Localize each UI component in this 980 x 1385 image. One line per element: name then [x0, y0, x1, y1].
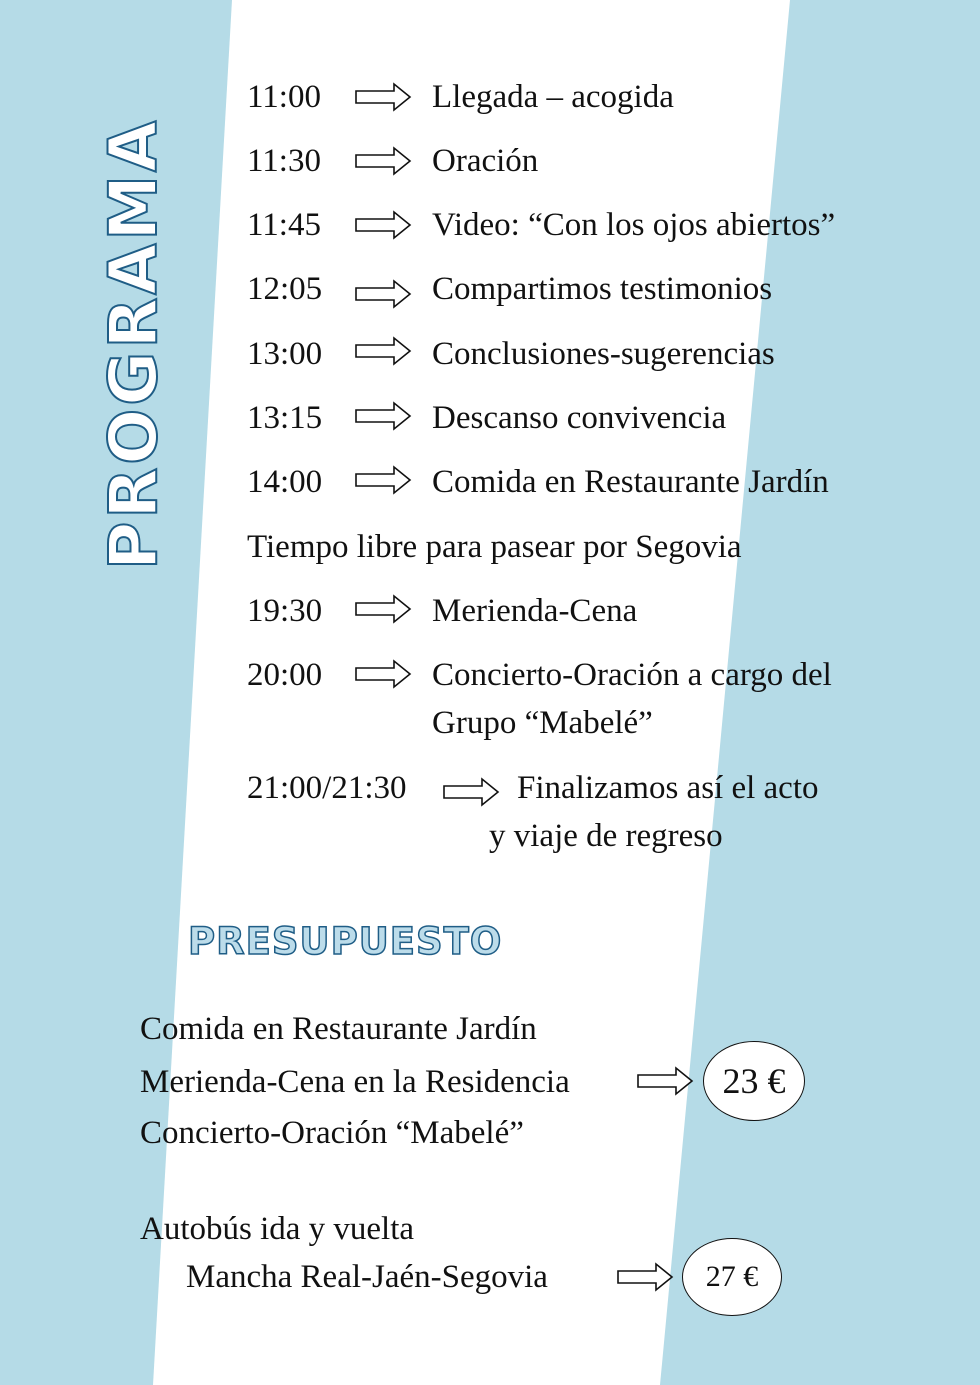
- right-arrow-icon: [354, 279, 412, 309]
- right-arrow-icon: [354, 465, 412, 495]
- program-activity-line2: Grupo “Mabelé”: [432, 705, 653, 741]
- program-activity: Finalizamos así el acto: [517, 770, 819, 806]
- budget-item: Autobús ida y vuelta: [140, 1211, 415, 1247]
- program-activity: Concierto-Oración a cargo del: [432, 657, 832, 693]
- right-arrow-icon: [354, 659, 412, 689]
- program-title: PROGRAMA: [95, 117, 172, 570]
- right-arrow-icon: [354, 336, 412, 366]
- program-activity: Video: “Con los ojos abiertos”: [432, 207, 836, 243]
- budget-title: PRESUPUESTO: [188, 920, 503, 963]
- right-arrow-icon: [354, 594, 412, 624]
- right-arrow-icon: [354, 401, 412, 431]
- program-time: 19:30: [247, 593, 323, 629]
- program-time: 11:45: [247, 207, 321, 243]
- program-activity: Merienda-Cena: [432, 593, 638, 629]
- budget-item: Mancha Real-Jaén-Segovia: [186, 1259, 548, 1295]
- right-arrow-icon: [636, 1066, 694, 1096]
- program-activity: Conclusiones-sugerencias: [432, 336, 775, 372]
- right-arrow-icon: [616, 1262, 674, 1292]
- budget-item: Concierto-Oración “Mabelé”: [140, 1115, 524, 1151]
- program-activity: Compartimos testimonios: [432, 271, 773, 307]
- program-activity-line2: y viaje de regreso: [489, 818, 723, 854]
- program-activity: Llegada – acogida: [432, 79, 674, 115]
- program-activity: Descanso convivencia: [432, 400, 727, 436]
- budget-item: Merienda-Cena en la Residencia: [140, 1064, 570, 1100]
- program-time: 14:00: [247, 464, 323, 500]
- right-arrow-icon: [354, 210, 412, 240]
- program-activity: Oración: [432, 143, 539, 179]
- program-time: 13:15: [247, 400, 323, 436]
- program-activity: Comida en Restaurante Jardín: [432, 464, 829, 500]
- program-time: 20:00: [247, 657, 323, 693]
- program-time: 13:00: [247, 336, 323, 372]
- right-arrow-icon: [354, 146, 412, 176]
- right-arrow-icon: [442, 777, 500, 807]
- right-arrow-icon: [354, 82, 412, 112]
- program-time: 11:30: [247, 143, 321, 179]
- budget-item: Comida en Restaurante Jardín: [140, 1011, 537, 1047]
- free-time-note: Tiempo libre para pasear por Segovia: [247, 529, 742, 565]
- price-badge: 23 €: [703, 1041, 805, 1121]
- program-time: 11:00: [247, 79, 321, 115]
- program-time: 21:00/21:30: [247, 770, 407, 806]
- program-time: 12:05: [247, 271, 323, 307]
- price-badge: 27 €: [682, 1238, 782, 1316]
